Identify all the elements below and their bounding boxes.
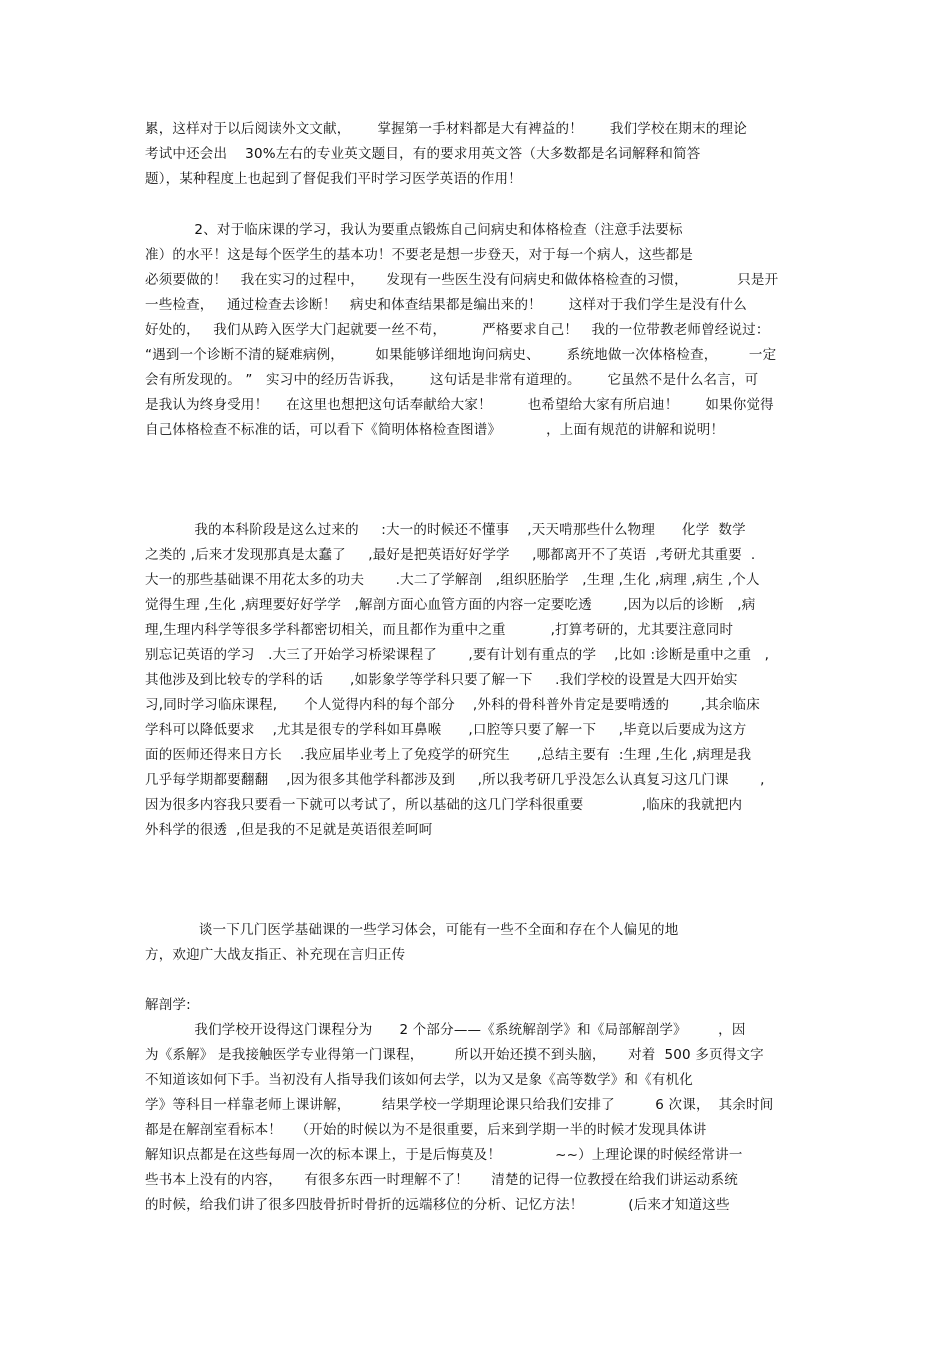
text-line: 学科可以降低要求 ,尤其是很专的学科如耳鼻喉 ,口腔等只要了解一下 ,毕竟以后要成为这方	[145, 722, 747, 738]
text-line: 题），某种程度上也起到了督促我们平时学习医学英语的作用！	[145, 171, 522, 187]
text-line: 觉得生理 ,生化 ,病理要好好学学 ,解剖方面心血管方面的内容一定要吃透 ,因为以后的诊断 ,病	[145, 597, 756, 613]
text-line: 的时候，给我们讲了很多四肢骨折时骨折的远端移位的分析、记忆方法！ (后来才知道这些	[145, 1197, 730, 1213]
text-line: 理,生理内科学等很多学科都密切相关，而且都作为重中之重 ,打算考研的，尤其要注意同时	[145, 622, 734, 638]
text-line: 我们学校开设得这门课程分为 2 个部分——《系统解剖学》和《局部解剖学》 ，因	[145, 1022, 746, 1038]
text-line: 为《系解》 是我接触医学专业得第一门课程， 所以开始还摸不到头脑， 对着 500 多页得文字	[145, 1047, 764, 1063]
text-line: 习,同时学习临床课程, 个人觉得内科的每个部分 ,外科的骨科普外肯定是要啃透的 ,其余临床	[145, 697, 760, 713]
text-line: 一些检查， 通过检查去诊断！ 病史和体查结果都是编出来的！ 这样对于我们学生是没有什么	[145, 297, 747, 313]
text-line: 学》等科目一样靠老师上课讲解， 结果学校一学期理论课只给我们安排了 6 次课， 其余时间	[145, 1097, 774, 1113]
text-line: 必须要做的！ 我在实习的过程中， 发现有一些医生没有问病史和做体格检查的习惯， 只是开	[145, 272, 779, 288]
text-line: “遇到一个诊断不清的疑难病例， 如果能够详细地询问病史、 系统地做一次体格检查， 一定	[145, 347, 777, 363]
text-line: 我的本科阶段是这么过来的 :大一的时候还不懂事 ,天天啃那些什么物理 化学 数学	[145, 522, 746, 538]
text-line: 累，这样对于以后阅读外文文献， 掌握第一手材料都是大有裨益的！ 我们学校在期末的理论	[145, 121, 747, 137]
text-line: 是我认为终身受用！ 在这里也想把这句话奉献给大家！ 也希望给大家有所启迪！ 如果你觉得	[145, 397, 774, 413]
text-line: 外科学的很透 ,但是我的不足就是英语很差呵呵	[145, 822, 433, 838]
text-line: 会有所发现的。 ” 实习中的经历告诉我， 这句话是非常有道理的。 它虽然不是什么名言，可	[145, 372, 759, 388]
text-line: 都是在解剖室看标本！ （开始的时候以为不是很重要，后来到学期一半的时候才发现具体讲	[145, 1122, 707, 1138]
text-line: 2、对于临床课的学习，我认为要重点锻炼自己问病史和体格检查（注意手法要标	[145, 222, 683, 238]
text-line: 考试中还会出 30%左右的专业英文题目，有的要求用英文答（大多数都是名词解释和简答	[145, 146, 701, 162]
text-line: 些书本上没有的内容， 有很多东西一时理解不了！ 清楚的记得一位教授在给我们讲运动系统	[145, 1172, 738, 1188]
text-line: 方，欢迎广大战友指正、补充现在言归正传	[145, 947, 406, 963]
text-line: 解知识点都是在这些每周一次的标本课上，于是后悔莫及！ ~~）上理论课的时候经常讲一	[145, 1147, 743, 1163]
text-line: 自己体格检查不标准的话，可以看下《简明体格检查图谱》 ，上面有规范的讲解和说明！	[145, 422, 725, 438]
text-line: 面的医师还得来日方长 .我应届毕业考上了免疫学的研究生 ,总结主要有 :生理 ,生化 ,病理是我	[145, 747, 752, 763]
section-heading: 解剖学:	[145, 997, 191, 1013]
text-line: 几乎每学期都要翻翻 ,因为很多其他学科都涉及到 ,所以我考研几乎没怎么认真复习这几门课 ,	[145, 772, 765, 788]
text-line: 不知道该如何下手。当初没有人指导我们该如何去学，以为又是象《高等数学》和《有机化	[145, 1072, 693, 1088]
text-line: 别忘记英语的学习 .大三了开始学习桥梁课程了 ,要有计划有重点的学 ,比如 :诊断是重中之重 ,	[145, 647, 770, 663]
text-line: 之类的 ,后来才发现那真是太蠢了 ,最好是把英语好好学学 ,哪都离开不了英语 ,考研尤其重要 .	[145, 547, 756, 563]
text-line: 其他涉及到比较专的学科的话 ,如影象学等学科只要了解一下 .我们学校的设置是大四开始实	[145, 672, 738, 688]
text-line: 因为很多内容我只要看一下就可以考试了，所以基础的这几门学科很重要 ,临床的我就把内	[145, 797, 743, 813]
text-line: 好处的， 我们从跨入医学大门起就要一丝不苟， 严格要求自己！ 我的一位带教老师曾经说过：	[145, 322, 770, 338]
text-line: 大一的那些基础课不用花太多的功夫 .大二了学解剖 ,组织胚胎学 ,生理 ,生化 ,病理 ,病生 ,个人	[145, 572, 760, 588]
text-line: 准）的水平！这是每个医学生的基本功！不要老是想一步登天，对于每一个病人，这些都是	[145, 247, 693, 263]
text-line: 谈一下几门医学基础课的一些学习体会，可能有一些不全面和存在个人偏见的地	[145, 922, 679, 938]
